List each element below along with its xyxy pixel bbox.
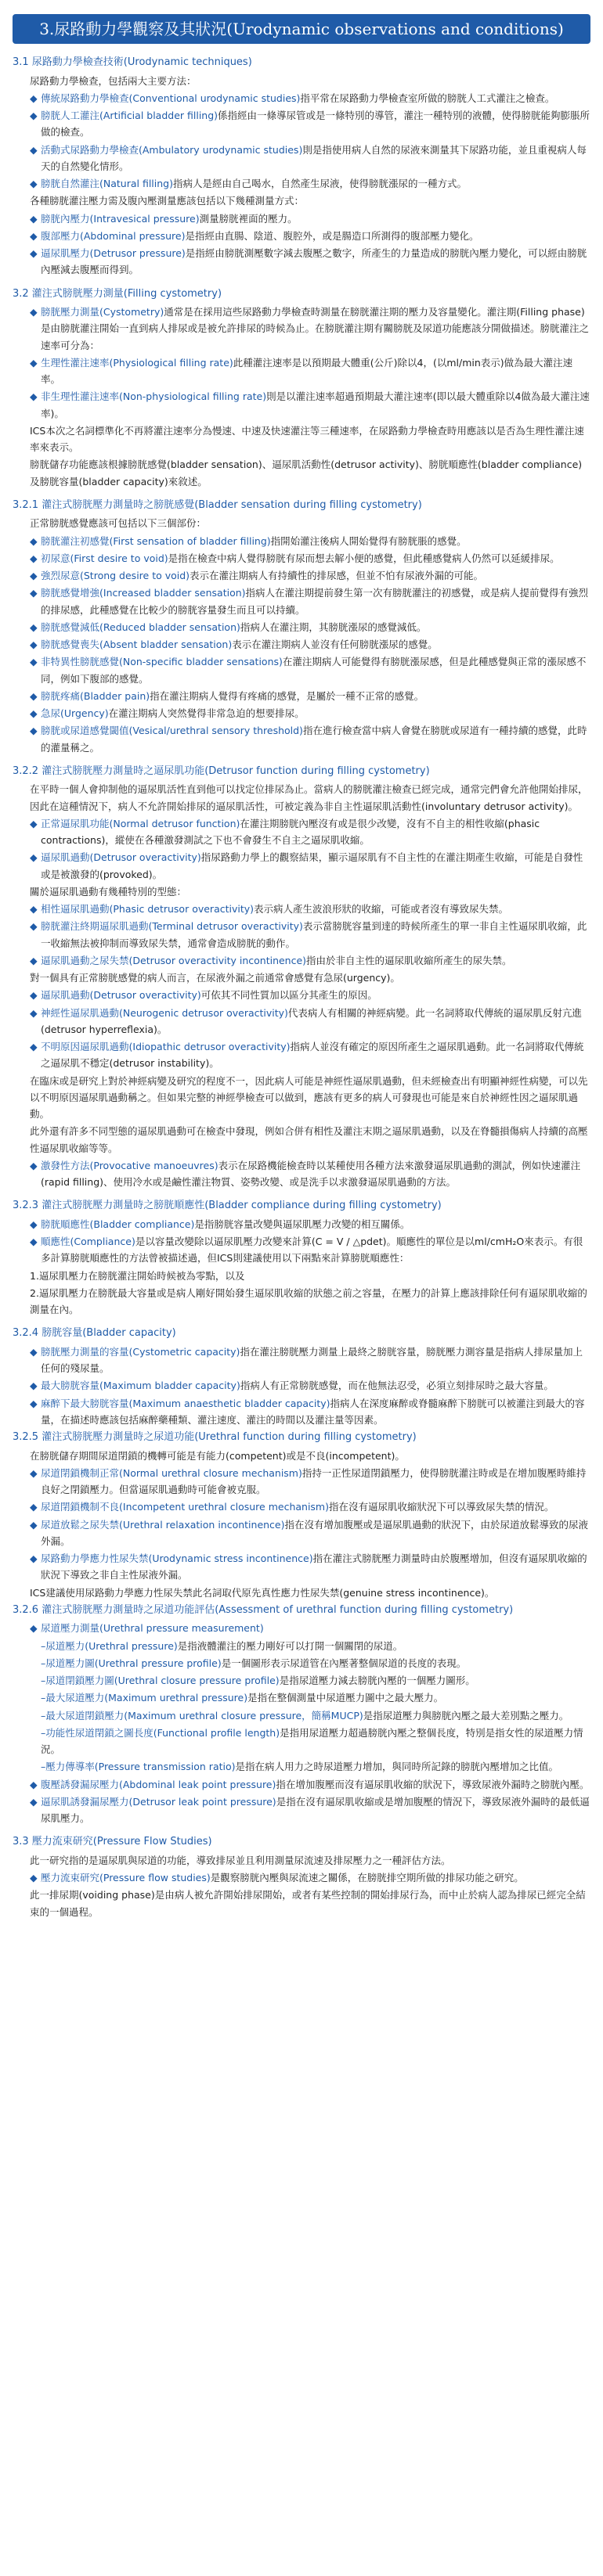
bullet-item [30, 987, 590, 1003]
term: –尿道閉鎖壓力圖(Urethral closure pressure profile) [41, 1675, 280, 1686]
bullet-item [30, 636, 590, 653]
bullet-item [30, 1233, 590, 1267]
bullet-item [30, 705, 590, 721]
definition: 是以容量改變除以逼尿肌壓力改變來計算(C = V / △pdet)。順應性的單位是以ml/cmH₂O來表示。有很多計算膀胱順應性的方法曾被描述過，但ICS則建議使用以下兩點來計算膀胱順應性： [41, 1236, 583, 1265]
bullet-item [30, 1776, 590, 1793]
bullet-item [30, 354, 590, 388]
bullet-icon: ◆ [30, 247, 38, 259]
section-heading: 3.3 壓力流束研究(Pressure Flow Studies) [13, 1836, 212, 1848]
paragraph: ICS建議使用尿路動力學應力性尿失禁此名詞取代原先真性應力性尿失禁(genuine stress incontinence)。 [30, 1586, 495, 1599]
section-heading: 3.2.6 灌注式膀胱壓力測量時之尿道功能評估(Assessment of urethral function during filling cystometry) [13, 1603, 514, 1616]
term: 生理性灌注速率(Physiological filling rate) [41, 356, 233, 369]
document-body [13, 55, 590, 1920]
term: 膀胱灌注初感覺(First sensation of bladder filling) [41, 534, 271, 547]
bullet-icon: ◆ [30, 1159, 38, 1171]
bullet-icon: ◆ [30, 817, 38, 829]
term: 順應性(Compliance) [41, 1236, 135, 1247]
bullet-item [30, 304, 590, 354]
paragraph: 膀胱儲存功能應該根據膀胱感覺(bladder sensation)、逼尿肌活動性(detrusor activity)、膀胱順應性(bladder compliance)及膀胱容量(bladder capacity)來敘述。 [30, 459, 583, 487]
bullet-icon: ◆ [30, 989, 38, 1002]
paragraph: 關於逼尿肌過動有幾種特別的型態： [30, 885, 187, 898]
definition: 可依其不同性質加以區分其產生的原因。 [200, 989, 377, 1002]
dash-item [41, 1655, 590, 1671]
definition: 指由於非自主性的逼尿肌收縮所產生的尿失禁。 [306, 954, 512, 966]
term: 尿道閉鎖機制不良(Incompetent urethral closure mechanism) [41, 1501, 329, 1513]
definition: 是指在病人用力之時尿道壓力增加，與同時所記錄的膀胱內壓增加之比值。 [235, 1761, 559, 1773]
definition: 在灌注期病人突然覺得非常急迫的想要排尿。 [108, 707, 305, 719]
bullet-icon: ◆ [30, 689, 38, 702]
definition: 在灌注期膀胱內壓沒有或是很少改變，沒有不自主的相性收縮(phasic contractions)，縱使在各種激發測試之下也不會發生不自主之逼尿肌收縮。 [41, 817, 540, 846]
bullet-item [30, 1157, 590, 1191]
bullet-item [30, 1344, 590, 1377]
definition: 是指經由膀胱測壓數字減去腹壓之數字，所產生的力量造成的膀胱內壓力變化，可以經由膀胱內壓減去腹壓而得到。 [41, 247, 587, 276]
term: –壓力傳導率(Pressure transmission ratio) [41, 1761, 236, 1773]
bullet-icon: ◆ [30, 92, 38, 104]
bullet-item [30, 653, 590, 687]
dash-item [41, 1758, 590, 1775]
term: 膀胱感覺減低(Reduced bladder sensation) [41, 621, 240, 633]
bullet-icon: ◆ [30, 212, 38, 225]
definition: 表示在尿路機能檢查時以某種使用各種方法來激發逼尿肌過動的測試，例如快速灌注(rapid filling)、使用冷水或是鹼性灌注物質、姿勢改變、或是洗手以求激發逼尿肌過動的方法。 [41, 1159, 581, 1188]
bullet-item [30, 1869, 590, 1886]
bullet-icon: ◆ [30, 656, 38, 668]
term: 尿路動力學應力性尿失禁(Urodynamic stress incontinence) [41, 1552, 313, 1564]
bullet-icon: ◆ [30, 1397, 38, 1409]
term: 逼尿肌誘發漏尿壓力(Detrusor leak point pressure) [41, 1795, 276, 1808]
definition: 指在沒有增加腹壓或是逼尿肌過動的狀況下，由於尿道放鬆導致的尿液外漏。 [41, 1518, 589, 1547]
definition: 是指尿道壓力減去膀胱內壓的一個壓力圖形。 [279, 1675, 475, 1686]
definition: 指病人是經由自己喝水，自然產生尿液，使得膀胱漲尿的一種方式。 [172, 178, 467, 189]
term: 正常逼尿肌功能(Normal detrusor function) [41, 817, 240, 829]
bullet-item [30, 1395, 590, 1429]
bullet-icon: ◆ [30, 356, 38, 369]
definition: 指病人在灌注期，其膀胱漲尿的感覺減低。 [240, 621, 427, 633]
bullet-item [30, 952, 590, 969]
bullet-item [30, 1550, 590, 1584]
definition: 測量膀胱裡面的壓力。 [199, 212, 298, 225]
definition: 指尿路動力學上的觀察結果，顯示逼尿肌有不自主性的在灌注期產生收縮，可能是自發性或是被激發的(provoked)。 [41, 851, 583, 880]
definition: 表示在灌注期病人有持續性的排尿感，但並不怕有尿液外漏的可能。 [190, 570, 484, 581]
definition: 指在沒有逼尿肌收縮狀況下可以導致尿失禁的情況。 [328, 1501, 554, 1513]
bullet-icon: ◆ [30, 1622, 38, 1635]
paragraph: 在平時一個人會抑制他的逼尿肌活性直到他可以找定位排尿為止。當病人的膀胱灌注檢查已經完成，通常完們會允許他開始排尿，因此在這種情況下，病人不允許開始排尿的逼尿肌活性，可被定義為非自主性逼尿肌活動性(involuntary detrusor activity)。 [30, 783, 588, 812]
definition: 此種灌注速率是以預期最大體重(公斤)除以4，(以ml/min表示)做為最大灌注速率。 [41, 356, 573, 385]
bullet-icon: ◆ [30, 1236, 38, 1247]
term: 強烈尿意(Strong desire to void) [41, 570, 190, 581]
definition: 代表病人有相關的神經病變。此一名詞將取代傳統的逼尿肌反射亢進(detrusor hyperreflexia)。 [41, 1006, 582, 1035]
paragraph: 1.逼尿肌壓力在膀胱灌注開始時候被為零點，以及 [30, 1269, 245, 1282]
bullet-item [30, 918, 590, 952]
bullet-icon: ◆ [30, 570, 38, 581]
definition: 指平常在尿路動力學檢查室所做的膀胱人工式灌注之檢查。 [300, 92, 555, 104]
bullet-icon: ◆ [30, 1518, 38, 1531]
paragraph: ICS本次之名詞標準化不再將灌注速率分為慢速、中速及快速灌注等三種速率，在尿路動力學檢查時用應該以是否為生理性灌注速率來表示。 [30, 424, 584, 453]
term: 非生理性灌注速率(Non-physiological filling rate) [41, 390, 267, 403]
term: 尿道壓力測量(Urethral pressure measurement) [41, 1622, 264, 1635]
term: 激發性方法(Provocative manoeuvres) [41, 1159, 218, 1171]
definition: 表示當膀胱容量到達的時候所產生的單一非自主性逼尿肌收縮，此一收縮無法被抑制而導致尿失禁，通常會造成膀胱的動作。 [41, 920, 587, 949]
definition: 指病人在深度麻醉或脊髓麻醉下膀胱可以被灌注到最大的容量，在描述時應該包括麻醉藥種類、灌注速度、灌注的時間以及灌注量等因素。 [41, 1397, 585, 1426]
bullet-item [30, 1516, 590, 1550]
term: 膀胱感覺喪失(Absent bladder sensation) [41, 639, 233, 650]
definition: 是指在整個測量中尿道壓力圖中之最大壓力。 [247, 1692, 444, 1704]
section-heading: 3.2 灌注式膀胱壓力測量(Filling cystometry) [13, 287, 222, 300]
term: 急尿(Urgency) [41, 707, 109, 719]
bullet-item [30, 90, 590, 106]
dash-item [41, 1689, 590, 1706]
bullet-icon: ◆ [30, 1041, 38, 1052]
definition: 則是指使用病人自然的尿液來測量其下尿路功能，並且重視病人每天的自然變化情形。 [41, 143, 587, 172]
bullet-item [30, 901, 590, 917]
bullet-icon: ◆ [30, 1501, 38, 1513]
bullet-icon: ◆ [30, 178, 38, 189]
term: 膀胱灌注終期逼尿肌過動(Terminal detrusor overactivity) [41, 920, 303, 933]
dash-item [41, 1707, 590, 1724]
term: –功能性尿道閉鎖之圖長度(Functional profile length) [41, 1726, 280, 1739]
term: –最大尿道閉鎖壓力(Maximum urethral closure pressure，簡稱MUCP) [41, 1709, 363, 1722]
definition: 是指經由直腸、陰道、腹腔外，或是腸造口所測得的腹部壓力變化。 [185, 229, 479, 242]
bullet-item [30, 1793, 590, 1827]
term: 膀胱感覺增強(Increased bladder sensation) [41, 587, 246, 599]
bullet-item [30, 722, 590, 756]
definition: 表示在灌注期病人並沒有任何膀胱漲尿的感覺。 [232, 639, 438, 650]
term: 膀胱順應性(Bladder compliance) [41, 1218, 195, 1230]
paragraph: 此一研究指的是逼尿肌與尿道的功能，導致排尿並且利用測量尿流速及排尿壓力之一種評估方法。 [30, 1854, 451, 1866]
dash-item [41, 1725, 590, 1758]
definition: 指在增加腹壓而沒有逼尿肌收縮的狀況下，導致尿液外漏時之膀胱內壓。 [276, 1778, 590, 1790]
bullet-icon: ◆ [30, 1380, 38, 1392]
bullet-item [30, 1377, 590, 1394]
term: 尿道放鬆之尿失禁(Urethral relaxation incontinence) [41, 1518, 285, 1531]
definition: 指在灌注膀胱壓力測量上最終之膀胱容量，膀胱壓力測容量是指病人排尿量加上任何的殘尿量。 [41, 1345, 583, 1374]
bullet-icon: ◆ [30, 1778, 38, 1790]
bullet-icon: ◆ [30, 552, 38, 564]
term: 膀胱或尿道感覺閾值(Vesical/urethral sensory threshold) [41, 725, 303, 737]
term: –最大尿道壓力(Maximum urethral pressure) [41, 1692, 248, 1704]
bullet-icon: ◆ [30, 920, 38, 933]
bullet-icon: ◆ [30, 587, 38, 599]
definition: 是指膀胱容量改變與逼尿肌壓力改變的相互關係。 [194, 1218, 410, 1230]
bullet-item [30, 1005, 590, 1038]
definition: 是指在檢查中病人覺得膀胱有尿而想去解小便的感覺，但此種感覺病人仍然可以延緩排尿。 [168, 552, 560, 564]
term: 傳統尿路動力學檢查(Conventional urodynamic studies) [41, 92, 301, 104]
bullet-item [30, 567, 590, 584]
bullet-item [30, 1620, 590, 1636]
bullet-icon: ◆ [30, 143, 38, 156]
term: 初尿意(First desire to void) [41, 552, 168, 564]
term: 活動式尿路動力學檢查(Ambulatory urodynamic studies) [41, 143, 303, 156]
definition: 指在灌注式膀胱壓力測量時由於腹壓增加，但沒有逼尿肌收縮的狀況下導致之非自主性尿液外漏。 [41, 1552, 587, 1581]
section-heading: 3.2.1 灌注式膀胱壓力測量時之膀胱感覺(Bladder sensation during filling cystometry) [13, 498, 422, 511]
definition: 指病人有正常膀胱感覺，而在他無法忍受，必須立刻排尿時之最大容量。 [240, 1380, 554, 1392]
paragraph: 對一個具有正常膀胱感覺的病人而言，在尿液外漏之前通常會感覺有急尿(urgency)。 [30, 972, 400, 984]
term: 壓力流束研究(Pressure flow studies) [41, 1872, 211, 1883]
bullet-icon: ◆ [30, 1795, 38, 1808]
definition: 是指液體灌注的壓力剛好可以打開一個關閉的尿道。 [177, 1639, 403, 1652]
definition: 是觀察膀胱內壓與尿流速之關係，在膀胱排空期所做的排尿功能之研究。 [210, 1872, 524, 1883]
definition: 是指在沒有逼尿肌收縮或是增加腹壓的情況下，導致尿液外漏時的最低逼尿肌壓力。 [41, 1795, 590, 1824]
term: 腹壓誘發漏尿壓力(Abdominal leak point pressure) [41, 1778, 276, 1790]
term: 逼尿肌過動(Detrusor overactivity) [41, 851, 201, 864]
bullet-item [30, 388, 590, 422]
term: 膀胱人工灌注(Artificial bladder filling) [41, 110, 218, 121]
bullet-icon: ◆ [30, 390, 38, 403]
bullet-item [30, 550, 590, 567]
bullet-item [30, 585, 590, 618]
definition: 指病人並沒有確定的原因所產生之逼尿肌過動。此一名詞將取代傳統之逼尿肌不穩定(detrusor instability)。 [41, 1041, 584, 1070]
dash-item [41, 1672, 590, 1689]
bullet-item [30, 533, 590, 549]
definition: 指開始灌注後病人開始覺得有膀胱脹的感覺。 [270, 534, 467, 547]
bullet-item [30, 1216, 590, 1232]
term: 神經性逼尿肌過動(Neurogenic detrusor overactivity) [41, 1006, 288, 1019]
bullet-icon: ◆ [30, 229, 38, 242]
bullet-item [30, 210, 590, 227]
section-heading: 3.2.5 灌注式膀胱壓力測量時之尿道功能(Urethral function during filling cystometry) [13, 1431, 417, 1443]
definition: 是指尿道壓力與膀胱內壓之最大差別點之壓力。 [363, 1709, 569, 1722]
bullet-item [30, 1465, 590, 1498]
bullet-item [30, 228, 590, 244]
bullet-item [30, 688, 590, 704]
definition: 是一個圖形表示尿道管在內壓著整個尿道的長度的表現。 [221, 1657, 467, 1669]
term: 不明原因逼尿肌過動(Idiopathic detrusor overactivity) [41, 1041, 291, 1052]
bullet-icon: ◆ [30, 1345, 38, 1358]
bullet-icon: ◆ [30, 110, 38, 121]
bullet-item [30, 1038, 590, 1072]
term: 膀胱疼痛(Bladder pain) [41, 689, 150, 702]
definition: 指病人在灌注期提前發生第一次有膀胱灌注的初感覺，或是病人提前覺得有強烈的排尿感，此種感覺在比較少的膀胱容量發生而且可以持續。 [41, 587, 589, 616]
bullet-item [30, 107, 590, 141]
definition: 則是以灌注速率超過預期最大灌注速率(即以最大體重除以4做為最大灌注速率)。 [41, 390, 590, 419]
term: 膀胱自然灌注(Natural filling) [41, 178, 173, 189]
dash-item [41, 1638, 590, 1654]
bullet-icon: ◆ [30, 851, 38, 864]
term: 最大膀胱容量(Maximum bladder capacity) [41, 1380, 240, 1392]
definition: 在灌注期病人可能覺得有膀胱漲尿感，但是此種感覺與正常的漲尿感不同，例如下腹部的感覺。 [41, 656, 587, 685]
bullet-icon: ◆ [30, 725, 38, 737]
term: –尿道壓力(Urethral pressure) [41, 1639, 178, 1652]
bullet-icon: ◆ [30, 534, 38, 547]
bullet-item [30, 619, 590, 635]
paragraph: 尿路動力學檢查，包括兩大主要方法： [30, 74, 197, 87]
bullet-icon: ◆ [30, 621, 38, 633]
term: 膀胱壓力測量的容量(Cystometric capacity) [41, 1345, 240, 1358]
paragraph: 2.逼尿肌壓力在膀胱最大容量或是病人剛好開始發生逼尿肌收縮的狀態之前之容量，在壓力的計算上應該排除任何有逼尿肌收縮的測量在內。 [30, 1286, 587, 1315]
bullet-icon: ◆ [30, 1872, 38, 1883]
term: 非特異性膀胱感覺(Non-specific bladder sensations) [41, 656, 283, 668]
paragraph: 各種膀胱灌注壓力需及腹內壓測量應該包括以下幾種測量方式： [30, 195, 305, 207]
definition: 表示病人產生波浪形狀的收縮，可能或者沒有導致尿失禁。 [254, 903, 509, 915]
term: 相性逼尿肌過動(Phasic detrusor overactivity) [41, 903, 255, 915]
term: 尿道閉鎖機制正常(Normal urethral closure mechanism) [41, 1466, 302, 1479]
definition: 是指用尿道壓力超過膀胱內壓之整個長度，特別是指女性的尿道壓力情況。 [41, 1726, 583, 1755]
section-heading: 3.2.3 灌注式膀胱壓力測量時之膀胱順應性(Bladder compliance during filling cystometry) [13, 1200, 442, 1212]
definition: 通常是在採用這些尿路動力學檢查時測量在膀胱灌注期的壓力及容量變化。灌注期(Filling phase)是由膀胱灌注開始一直到病人排尿或是被允許排尿的時候為止。在膀胱灌注期有關膀胱及尿道功能應該分開做描述。膀胱灌注之速率可分為： [41, 306, 590, 351]
paragraph: 在膀胱儲存期間尿道閉鎖的機轉可能是有能力(competent)或是不良(incompetent)。 [30, 1449, 405, 1462]
paragraph: 此一排尿期(voiding phase)是由病人被允許開始排尿開始，或者有某些控制的開始排尿行為，而中止於病人認為排尿已經完全結束的一個過程。 [30, 1889, 586, 1918]
chapter-title: 3.尿路動力學觀察及其狀況(Urodynamic observations and conditions) [13, 14, 590, 44]
bullet-icon: ◆ [30, 1552, 38, 1564]
term: 逼尿肌過動之尿失禁(Detrusor overactivity incontinence) [41, 954, 307, 966]
section-heading: 3.1 尿路動力學檢查技術(Urodynamic techniques) [13, 56, 252, 68]
bullet-icon: ◆ [30, 954, 38, 966]
bullet-item [30, 175, 590, 192]
paragraph: 正常膀胱感覺應該可包括以下三個部份： [30, 517, 207, 530]
bullet-icon: ◆ [30, 639, 38, 650]
bullet-icon: ◆ [30, 1218, 38, 1230]
paragraph: 此外還有許多不同型態的逼尿肌過動可在檢查中發現，例如合併有相性及灌注末期之逼尿肌過動，以及在脊髓損傷病人持續的高壓性逼尿肌收縮等等。 [30, 1125, 588, 1154]
bullet-item [30, 849, 590, 883]
bullet-item [30, 815, 590, 849]
definition: 指在進行檢查當中病人會覺在膀胱或尿道有一種持續的感覺，此時的灌量稱之。 [41, 725, 587, 754]
paragraph: 在臨床或是研究上對於神經病變及研究的程度不一，因此病人可能是神經性逼尿肌過動，但未經檢查出有明顯神經性病變，可以先以不明原因逼尿肌過動稱之。但如果完整的神經學檢查可以做到，應該有更多的病人可發現也可能是來自於神經性因之逼尿肌過動。 [30, 1074, 588, 1120]
term: 腹部壓力(Abdominal pressure) [41, 229, 186, 242]
bullet-icon: ◆ [30, 707, 38, 719]
bullet-item [30, 245, 590, 279]
term: 逼尿肌壓力(Detrusor pressure) [41, 247, 186, 259]
term: 膀胱內壓力(Intravesical pressure) [41, 212, 200, 225]
term: 逼尿肌過動(Detrusor overactivity) [41, 989, 201, 1002]
bullet-icon: ◆ [30, 1006, 38, 1019]
term: 膀胱壓力測量(Cystometry) [41, 306, 164, 318]
bullet-icon: ◆ [30, 903, 38, 915]
term: –尿道壓力圖(Urethral pressure profile) [41, 1657, 222, 1669]
term: 麻醉下最大膀胱容量(Maximum anaesthetic bladder capacity) [41, 1397, 330, 1409]
section-heading: 3.2.2 灌注式膀胱壓力測量時之逼尿肌功能(Detrusor function during filling cystometry) [13, 765, 430, 777]
section-heading: 3.2.4 膀胱容量(Bladder capacity) [13, 1327, 176, 1340]
bullet-icon: ◆ [30, 306, 38, 318]
bullet-icon: ◆ [30, 1466, 38, 1479]
bullet-item [30, 142, 590, 175]
definition: 指在灌注期病人覺得有疼痛的感覺，是屬於一種不正常的感覺。 [150, 689, 424, 702]
bullet-item [30, 1498, 590, 1515]
definition: 指持一正性尿道閉鎖壓力，使得膀胱灌注時或是在增加腹壓時維持良好之閉鎖壓力。但當逼尿肌過動時可能會被克服。 [41, 1466, 587, 1495]
definition: 係指經由一條導尿管或是一條特別的導管，灌注一種特別的液體，使得膀胱能夠膨脹所做的檢查。 [41, 110, 590, 139]
